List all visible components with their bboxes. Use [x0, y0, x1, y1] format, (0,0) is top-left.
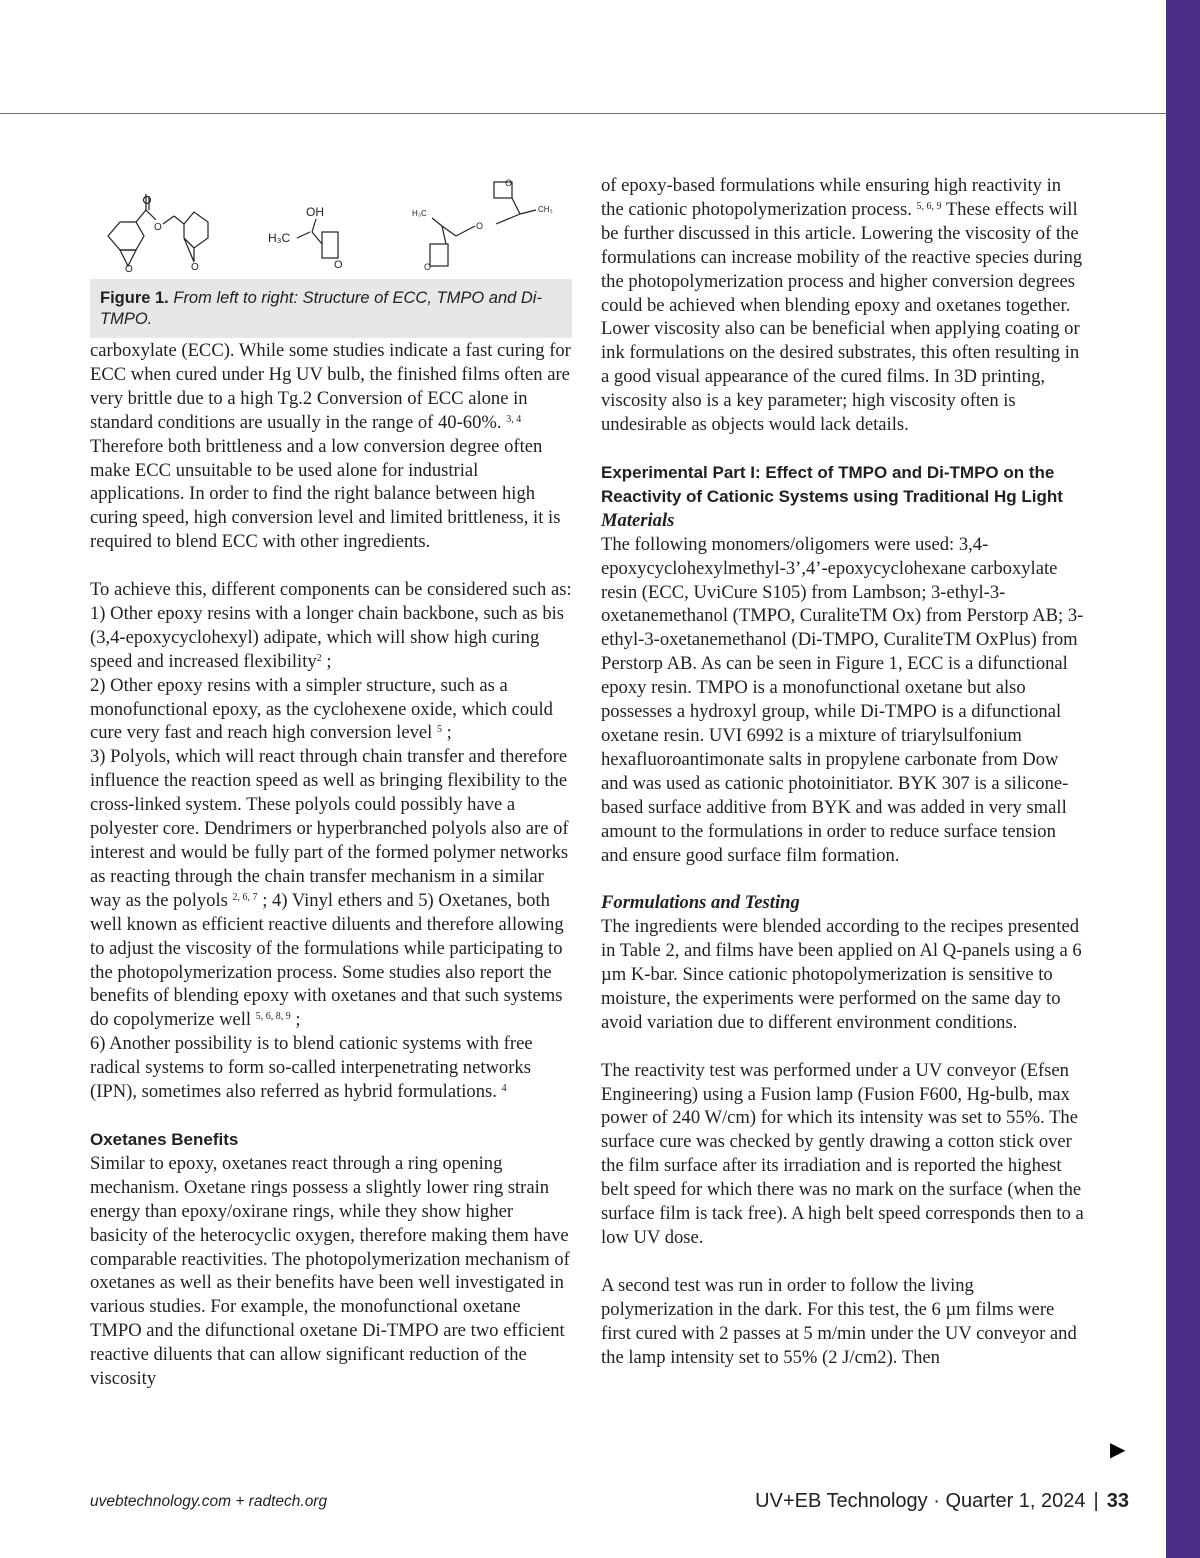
subheading-materials: Materials [601, 509, 675, 531]
svg-text:CH₃: CH₃ [538, 205, 553, 214]
chemical-structures-illustration [90, 174, 572, 279]
header-rule [0, 113, 1166, 114]
continue-arrow-icon: ▶ [1110, 1437, 1126, 1461]
svg-text:H₃C: H₃C [268, 231, 291, 245]
footer-publication [755, 1490, 1129, 1513]
paragraph-blend-components: To achieve this, different components can be considered such as: 1) Other epoxy resins with a longer chain backbone, such as bis (3,4-epoxycyclohexyl) adipate, which will show high curing speed and increased flexibility$^2$ ; 2) Other epoxy resins with a simpler structure, such as a monofunctional epoxy, as the cyclohexene oxide, which could cure very fast and reach high conversion level $^5$ ; 3) Polyols, which will react through chain transfer and therefore influence the reaction speed as well as bringing flexibility to the cross-linked system. These polyols could possibly have a polyester core. Dendrimers or hyperbranched polyols also are of interest and would be fully part of the formed polymer networks as reacting through the chain transfer mechanism in a similar way as the polyols $^{2, 6, 7}$ ; 4) Vinyl ethers and 5) Oxetanes, both well known as efficient reactive diluents and therefore allowing to adjust the viscosity of the formulations while participating to the photopolymerization process. Some studies also report the benefits of blending epoxy with oxetanes and that such systems do copolymerize well $^{5, 6, 8, 9}$ ; 6) Another possibility is to blend cationic systems with free radical systems to form so-called interpenetrating networks (IPN), sometimes also referred as hybrid formulations. $^4$ [90, 579, 572, 1103]
paragraph-ecc-curing: carboxylate (ECC). While some studies indicate a fast curing for ECC when cured under Hg UV bulb, the finished films often are very brittle due to a high Tg.2 Conversion of ECC alone in standard conditions are usually in the range of 40-60%. $^{3, 4}$ Therefore both brittleness and a low conversion degree often make ECC unsuitable to be used alone for industrial applications. In order to find the right balance between high curing speed, high conversion level and limited brittleness, it is required to blend ECC with other ingredients. [90, 340, 571, 553]
svg-text:H₃C: H₃C [412, 209, 427, 218]
subheading-formulations-testing: Formulations and Testing [601, 892, 800, 914]
paragraph-formulations: The ingredients were blended according to the recipes presented in Table 2, and films have been applied on Al Q-panels using a 6 µm K-bar. Since cationic photopolymerization is sensitive to moisture, the experiments were performed on the same day to avoid variation due to different environment conditions. [601, 916, 1082, 1033]
svg-text:O: O [334, 259, 343, 271]
svg-text:O: O [424, 262, 432, 272]
footer-separator: | [1093, 1490, 1099, 1512]
section-heading-experimental-part-1: Experimental Part I: Effect of TMPO and Di-TMPO on the Reactivity of Cationic Systems using Traditional Hg Light [601, 462, 1063, 506]
page-number: 33 [1106, 1490, 1129, 1512]
paragraph-oxetanes-benefits: Similar to epoxy, oxetanes react through a ring opening mechanism. Oxetane rings possess a slightly lower ring strain energy than epoxy/oxirane rings, while they show higher basicity of the heterocyclic oxygen, therefore making them have comparable reactivities. The photopolymerization mechanism of oxetanes as well as their benefits have been well investigated in various studies. For example, the monofunctional oxetane TMPO and the difunctional oxetane Di-TMPO are two efficient reactive diluents that can allow significant reduction of the viscosity [90, 1152, 570, 1390]
accent-side-bar [1166, 0, 1200, 1558]
figure-caption [90, 279, 572, 338]
svg-text:O: O [191, 262, 199, 273]
tmpo-structure [268, 205, 343, 271]
svg-text:O: O [125, 264, 133, 275]
paragraph-materials: The following monomers/oligomers were used: 3,4-epoxycyclohexylmethyl-3’,4’-epoxycyclohexane carboxylate resin (ECC, UviCure S105) from Lambson; 3-ethyl-3-oxetanemethanol (TMPO, CuraliteTM Ox) from Perstorp AB; 3-ethyl-3-oxetanemethanol (Di-TMPO, CuraliteTM OxPlus) from Perstorp AB. As can be seen in Figure 1, ECC is a difunctional epoxy resin. TMPO is a monofunctional oxetane but also possesses a hydroxyl group, while Di-TMPO is a difunctional oxetane resin. UVI 6992 is a mixture of triarylsulfonium hexafluoroantimonate salts in propylene carbonate from Dow and was used as cationic photoinitiator. BYK 307 is a silicone-based surface additive from BYK and was added in very small amount to the formulations in order to reduce surface tension and ensure good surface film formation. [601, 533, 1084, 866]
paragraph-second-test: A second test was run in order to follow the living polymerization in the dark. For this test, the 6 µm films were first cured with 2 passes at 5 m/min under the UV conveyor and the lamp intensity set to 55% (2 J/cm2). Then [601, 1274, 1077, 1368]
paragraph-reactivity-test: The reactivity test was performed under a UV conveyor (Efsen Engineering) using a Fusion lamp (Fusion F600, Hg-bulb, max power of 240 W/cm) for which its intensity was set to 55%. The surface cure was checked by gently drawing a cotton stick over the film surface after its irradiation and is reported the highest belt speed for which there was no mark on the surface (when the surface film is tack free). A high belt speed corresponds then to a low UV dose. [601, 1059, 1084, 1249]
caption-text: From left to right: Structure of ECC, TMPO and Di-TMPO. [100, 289, 542, 328]
paragraph-viscosity: of epoxy-based formulations while ensuring high reactivity in the cationic photopolymerization process. $^{5, 6, 9}$ These effects will be further discussed in this article. Lowering the viscosity of the formulations can increase mobility of the reactive species during the photopolymerization process and higher conversion degrees could be achieved when blending epoxy and oxetanes together. Lower viscosity also can be beneficial when applying coating or ink formulations on the desired substrates, this often resulting in a good visual appearance of the cured films. In 3D printing, viscosity also is a key parameter; high viscosity often is undesirable as objects would lack details. [601, 175, 1083, 436]
di-tmpo-structure [412, 178, 553, 272]
svg-text:O: O [476, 221, 484, 231]
caption-label: Figure 1. [100, 289, 169, 307]
svg-text:O: O [505, 178, 513, 188]
ecc-structure [108, 194, 208, 275]
right-column [601, 174, 1085, 1369]
svg-text:OH: OH [306, 205, 324, 219]
left-column [90, 174, 572, 1391]
footer-websites: uvebtechnology.com + radtech.org [90, 1493, 328, 1510]
svg-text:O: O [154, 222, 162, 233]
section-heading-oxetanes-benefits: Oxetanes Benefits [90, 1129, 239, 1149]
publication-title: UV+EB Technology · Quarter 1, 2024 [755, 1490, 1086, 1512]
figure-1 [90, 174, 572, 339]
